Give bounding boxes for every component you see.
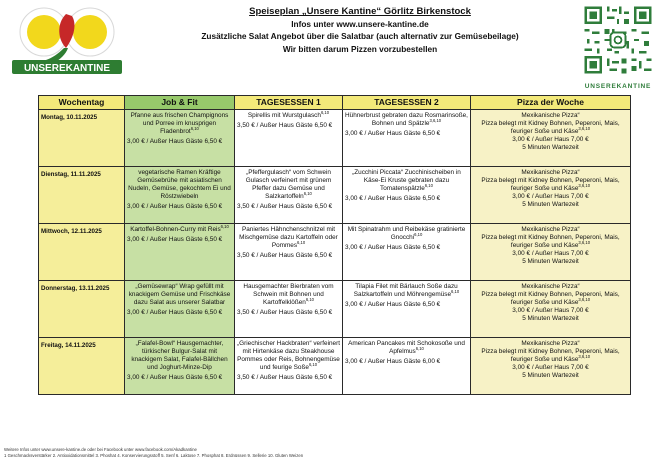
pizza-name: Mexikanische Pizza“ (521, 340, 580, 347)
qr-code-block (582, 4, 654, 92)
allergen-codes: 6,10 (424, 183, 433, 189)
page-title: Speiseplan „Unsere Kantine“ Görlitz Birkenstock (249, 6, 471, 17)
day-cell (39, 167, 125, 224)
pizza-cell (471, 338, 631, 395)
dish-text: „Falafel-Bowl“ Hausgemachter, türkischer Bulgur-Salat mit knackigem Salat, Falafel-Bällchen und Joghurt-Minze-Dip (131, 340, 228, 372)
dish-text: Tilapia Filet mit Bärlauch Soße dazu Salzkartoffeln und Möhrengemüse (353, 283, 458, 299)
pizza-desc: Pizza belegt mit Kidney Bohnen, Peperoni, Mais, feuriger Soße und Käse (481, 348, 620, 364)
allergen-codes: 6,10 (415, 346, 424, 352)
price-text: 3,00 € / Außer Haus Gäste 6,50 € (345, 301, 441, 309)
price-text: 3,00 € / Außer Haus 7,00 € (512, 250, 589, 258)
table-row (39, 224, 631, 281)
allergen-codes: 6,10 (320, 110, 330, 115)
unsere-kantine-logo (8, 4, 126, 82)
footer (4, 447, 664, 458)
price-text: 3,50 € / Außer Haus Gäste 6,50 € (237, 122, 333, 130)
table-row (39, 338, 631, 395)
pizza-desc: Pizza belegt mit Kidney Bohnen, Peperoni, Mais, feuriger Soße und Käse (481, 120, 620, 136)
price-text: 3,50 € / Außer Haus Gäste 6,50 € (237, 374, 333, 382)
allergen-codes: 3,6,10 (578, 297, 591, 303)
pizza-cell (471, 281, 631, 338)
allergen-codes: 6,10 (190, 126, 199, 132)
dish-text: Spirellis mit Wurstgulasch (247, 112, 321, 119)
dish-text: „Griechischer Hackbraten“ verfeinert mit Hirtenkäse dazu Steakhouse Pommes oder Reis, Bohnengemüse und feurige Soße (237, 340, 340, 372)
salad-note: Zusätzliche Salat Angebot über die Salatbar (auch alternativ zur Gemüsebeilage) (201, 31, 519, 42)
allergen-codes: 3,6,10 (578, 354, 591, 360)
menu-table (38, 95, 631, 395)
dish-text: Pfanne aus frischen Champignons und Porree im knusprigen Fladenbrot (130, 112, 229, 136)
price-text: 3,00 € / Außer Haus Gäste 6,50 € (127, 374, 223, 382)
footer-info: Weitere Infos unter www.unsere-kantine.de oder bei Facebook unter www.facebook.com/Akadkantine (4, 447, 197, 452)
price-text: 3,00 € / Außer Haus Gäste 6,00 € (345, 358, 441, 366)
dish-text: Hühnerbrust gebraten dazu Rosmarinsoße, Bohnen und Spätzle (345, 112, 468, 128)
job-fit-cell (125, 110, 235, 167)
header-block (150, 5, 570, 55)
allergen-codes: 3,6,10 (578, 183, 591, 189)
tagesessen-1-cell (235, 224, 343, 281)
tagesessen-1-cell (235, 338, 343, 395)
dish-text: Kartoffel-Bohnen-Curry mit Reis (130, 226, 221, 233)
price-text: 3,50 € / Außer Haus Gäste 6,50 € (237, 252, 333, 260)
table-row (39, 281, 631, 338)
allergen-codes: 3,6,10 (429, 118, 442, 124)
job-fit-cell (125, 224, 235, 281)
pizza-desc: Pizza belegt mit Kidney Bohnen, Peperoni, Mais, feuriger Soße und Käse (481, 177, 620, 193)
tagesessen-2-cell (343, 281, 471, 338)
price-text: 3,00 € / Außer Haus Gäste 6,50 € (127, 203, 223, 211)
price-text: 3,50 € / Außer Haus Gäste 6,50 € (237, 203, 333, 211)
price-text: 3,00 € / Außer Haus Gäste 6,50 € (127, 309, 223, 317)
price-text: 3,00 € / Außer Haus Gäste 6,50 € (345, 244, 441, 252)
price-text: 3,00 € / Außer Haus 7,00 € (512, 193, 589, 201)
allergen-codes: 6,10 (297, 240, 306, 246)
day-label: Donnerstag, 13.11.2025 (41, 285, 110, 292)
dish-text: vegetarische Ramen Kräftige Gemüsebrühe mit asiatischen Nudeln, Gemüse, gekochtem Ei und Röstzwiebeln (128, 169, 231, 201)
pizza-cell (471, 167, 631, 224)
pizza-name: Mexikanische Pizza“ (521, 169, 580, 176)
allergen-codes: 6,10 (220, 224, 229, 229)
allergen-codes: 6,10 (414, 232, 423, 238)
job-fit-cell (125, 167, 235, 224)
day-cell (39, 110, 125, 167)
price-text: 3,00 € / Außer Haus 7,00 € (512, 364, 589, 372)
dish-text: „Pfeffergulasch“ vom Schwein Gulasch verfeinert mit grünem Pfeffer dazu Gemüse und Salzkartoffeln (245, 169, 332, 201)
col-header-tagesessen-1: TAGESESSEN 1 (235, 96, 343, 110)
col-header-wochentag: Wochentag (39, 96, 125, 110)
tagesessen-2-cell (343, 167, 471, 224)
pizza-name: Mexikanische Pizza“ (521, 283, 580, 290)
allergen-codes: 6,10 (451, 289, 460, 295)
allergen-codes: 6,10 (303, 191, 312, 197)
pizza-note: Wir bitten darum Pizzen vorzubestellen (282, 43, 438, 54)
dish-text: „Zucchini Piccata“ Zucchinischeiben in Käse-Ei Kruste gebraten dazu Tomatenspätzle (352, 169, 461, 193)
day-label: Freitag, 14.11.2025 (41, 342, 96, 349)
allergen-codes: 6,10 (308, 362, 318, 368)
day-label: Dienstag, 11.11.2025 (41, 171, 101, 178)
pizza-cell (471, 224, 631, 281)
allergen-codes: 3,6,10 (578, 240, 591, 246)
job-fit-cell (125, 338, 235, 395)
dish-text: American Pancakes mit Schokosoße und Apfelmus (348, 340, 465, 356)
job-fit-cell (125, 281, 235, 338)
pizza-desc: Pizza belegt mit Kidney Bohnen, Peperoni, Mais, feuriger Soße und Käse (481, 291, 620, 307)
col-header-job-fit: Job & Fit (125, 96, 235, 110)
col-header-tagesessen-2: TAGESESSEN 2 (343, 96, 471, 110)
qr-label: UNSEREKANTINE (584, 83, 652, 90)
table-row (39, 110, 631, 167)
pizza-name: Mexikanische Pizza“ (521, 226, 580, 233)
footer-allergens: 1 Geschmacksverstärker 2. Antioxidationsmittel 3. Phoshat 4. Konservierungsstoff 5. Senf 6. Laktose 7. Phosphat 8. Erdnüssen 9. Sellerie 10. Gluten Weizen (4, 452, 304, 458)
pizza-desc: Pizza belegt mit Kidney Bohnen, Peperoni, Mais, feuriger Soße und Käse (481, 234, 620, 250)
day-cell (39, 338, 125, 395)
tagesessen-2-cell (343, 224, 471, 281)
allergen-codes: 3,6,10 (578, 126, 591, 132)
price-text: 3,00 € / Außer Haus Gäste 6,50 € (127, 236, 223, 244)
price-text: 3,00 € / Außer Haus 7,00 € (512, 307, 589, 315)
wait-text: 5 Minuten Wartezeit (522, 258, 579, 266)
tagesessen-1-cell (235, 110, 343, 167)
allergen-codes: 6,10 (305, 297, 315, 303)
tagesessen-1-cell (235, 281, 343, 338)
day-cell (39, 224, 125, 281)
price-text: 3,00 € / Außer Haus 7,00 € (512, 136, 589, 144)
day-cell (39, 281, 125, 338)
col-header-pizza: Pizza der Woche (471, 96, 631, 110)
price-text: 3,00 € / Außer Haus Gäste 6,50 € (345, 130, 441, 138)
table-row (39, 167, 631, 224)
pizza-cell (471, 110, 631, 167)
dish-text: „Gemüsewrap“ Wrap gefüllt mit knackigem Gemüse und Frischkäse dazu Salat aus unserer Salatbar (128, 283, 231, 307)
dish-text: Hausgemachter Bierbraten vom Schwein mit Bohnen und Kartoffelklößen (243, 283, 334, 307)
tagesessen-2-cell (343, 338, 471, 395)
day-label: Montag, 10.11.2025 (41, 114, 98, 121)
wait-text: 5 Minuten Wartezeit (522, 315, 579, 323)
price-text: 3,00 € / Außer Haus Gäste 6,50 € (127, 138, 223, 146)
price-text: 3,00 € / Außer Haus Gäste 6,50 € (345, 195, 441, 203)
day-label: Mittwoch, 12.11.2025 (41, 228, 102, 235)
wait-text: 5 Minuten Wartezeit (522, 372, 579, 380)
wait-text: 5 Minuten Wartezeit (522, 144, 579, 152)
qr-code (582, 4, 654, 76)
dish-text: Paniertes Hähnchenschnitzel mit Mischgemüse dazu Kartoffeln oder Pommes (239, 226, 338, 250)
price-text: 3,50 € / Außer Haus Gäste 6,50 € (237, 309, 333, 317)
tagesessen-1-cell (235, 167, 343, 224)
tagesessen-2-cell (343, 110, 471, 167)
info-line: Infos unter www.unsere-kantine.de (291, 19, 429, 29)
dish-text: Mit Spinatrahm und Reibekäse gratinierte Gnocchi (347, 226, 466, 242)
wait-text: 5 Minuten Wartezeit (522, 201, 579, 209)
pizza-name: Mexikanische Pizza“ (521, 112, 580, 119)
svg-text:UNSEREKANTINE: UNSEREKANTINE (23, 63, 111, 74)
table-header-row (39, 96, 631, 110)
